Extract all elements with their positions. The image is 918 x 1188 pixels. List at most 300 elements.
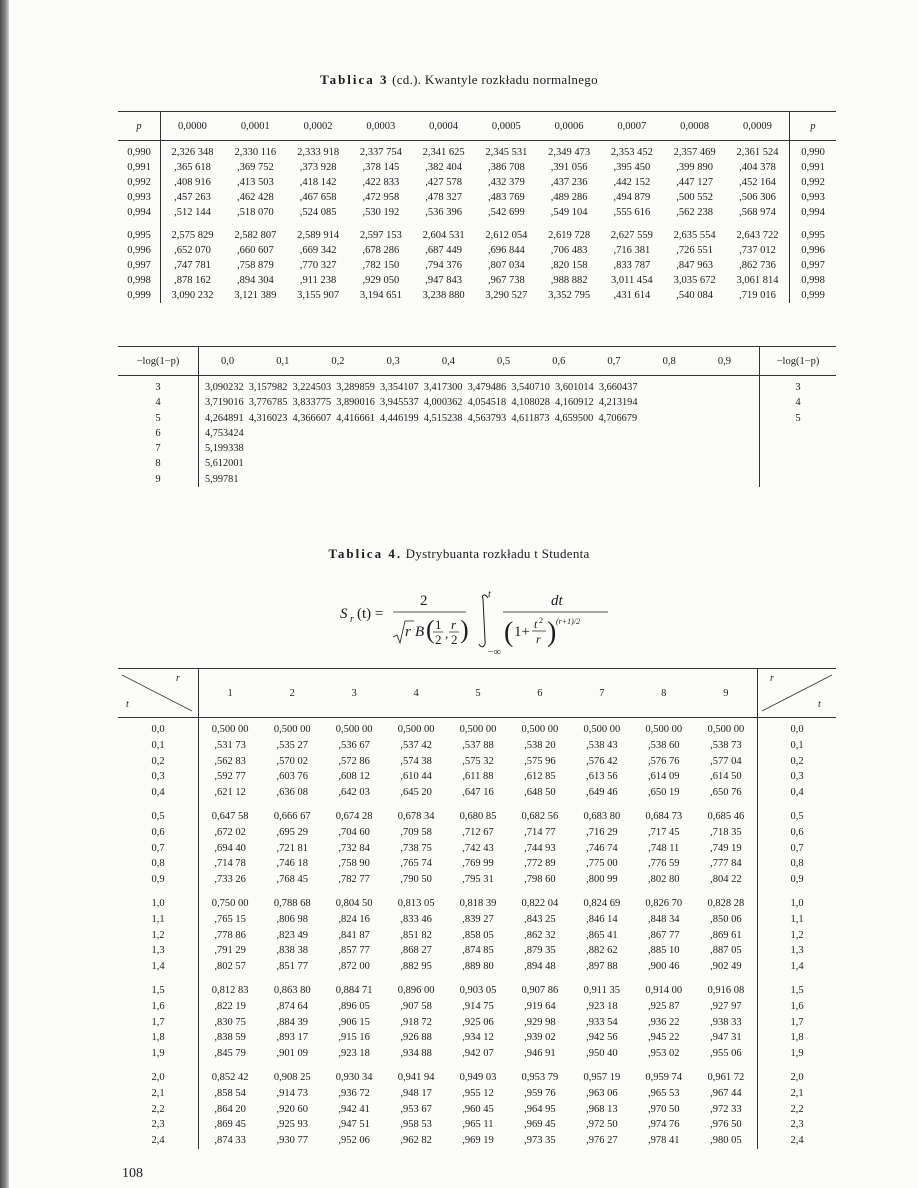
table-cell: ,843 25 <box>524 913 556 925</box>
table4-row-t-right: 2,2 <box>758 1102 837 1118</box>
table4-row-t-left: 1,1 <box>118 912 199 928</box>
table-cell: ,804 22 <box>710 874 742 886</box>
table-cell: ,845 79 <box>214 1048 246 1060</box>
formula-int-lower: −∞ <box>488 647 501 658</box>
table-cell: ,500 552 <box>676 192 713 203</box>
table-cell: ,950 40 <box>586 1048 618 1060</box>
table-cell: ,885 10 <box>648 945 680 957</box>
table-cell: ,732 84 <box>338 842 370 854</box>
table-cell: 3,035 672 <box>673 275 716 286</box>
table4-row-t-left: 2,3 <box>118 1117 199 1133</box>
table-cell: 0,911 35 <box>583 984 621 996</box>
formula-t-squared-exp: 2 <box>539 616 543 625</box>
table-cell: ,575 32 <box>462 755 494 767</box>
table-cell: ,980 05 <box>710 1135 742 1147</box>
table-cell: ,900 46 <box>648 961 680 973</box>
table-cell: 0,930 34 <box>335 1071 373 1083</box>
table4-row-t-right: 2,3 <box>758 1117 837 1133</box>
table3b-row-k-left: 3 <box>118 376 199 396</box>
table-row <box>118 441 836 456</box>
table3-row-group <box>118 220 836 303</box>
table-cell: ,972 33 <box>710 1103 742 1115</box>
table-cell: 2,627 559 <box>610 230 653 241</box>
table-cell: ,893 17 <box>276 1032 308 1044</box>
table-cell: ,538 20 <box>524 739 556 751</box>
table-cell: ,874 33 <box>214 1135 246 1147</box>
table3-row-p-right: 0,996 <box>790 243 837 258</box>
table-cell: ,942 41 <box>338 1103 370 1115</box>
table-cell: ,906 15 <box>338 1016 370 1028</box>
table-cell: ,798 60 <box>524 874 556 886</box>
table-cell: ,636 08 <box>276 787 308 799</box>
table-cell: ,896 05 <box>338 1000 370 1012</box>
table-row <box>118 258 836 273</box>
table-cell: ,531 73 <box>214 739 246 751</box>
table-cell: ,432 379 <box>487 177 525 188</box>
table-cell: 2,361 524 <box>736 147 779 158</box>
table-cell: ,577 04 <box>710 755 742 767</box>
table-cell: ,907 58 <box>400 1000 432 1012</box>
table-cell: ,823 49 <box>276 929 308 941</box>
table-cell: ,413 503 <box>236 177 274 188</box>
table-cell: ,976 50 <box>710 1119 742 1131</box>
table-cell: ,737 012 <box>739 245 776 256</box>
table-cell: 2,597 153 <box>359 230 402 241</box>
table-cell: ,603 76 <box>276 771 308 783</box>
table-cell: 0,500 00 <box>583 724 621 735</box>
corner-r-label: r <box>770 673 774 684</box>
table4-header-col: 9 <box>695 669 758 718</box>
table4-row-t-left: 0,3 <box>118 769 199 785</box>
table-cell: ,974 76 <box>648 1119 680 1131</box>
table-cell: ,538 73 <box>710 739 742 751</box>
table-row <box>118 160 836 175</box>
table3b-header-col: 0,7 <box>607 355 621 367</box>
table-cell: ,833 46 <box>400 913 432 925</box>
table-cell: ,878 162 <box>174 275 211 286</box>
table-row <box>118 769 836 785</box>
table-row <box>118 175 836 190</box>
table-cell: ,746 18 <box>276 858 308 870</box>
table-row <box>118 456 836 471</box>
table3-header-col: 0,0002 <box>287 112 350 141</box>
table-cell: ,758 879 <box>236 260 274 271</box>
table4-row-t-left: 0,9 <box>118 872 199 888</box>
table3b-row-k-right: 5 <box>760 411 837 426</box>
table-cell: 0,949 03 <box>459 1071 497 1083</box>
table-cell: ,865 41 <box>586 929 618 941</box>
table4-row-t-right: 1,1 <box>758 912 837 928</box>
table-cell: ,542 699 <box>487 207 525 218</box>
table4-row-t-right: 0,7 <box>758 841 837 857</box>
corner-t-label: t <box>818 699 821 710</box>
table-cell: ,738 75 <box>400 842 432 854</box>
table4-title <box>0 546 918 562</box>
table-cell: ,864 20 <box>214 1103 246 1115</box>
table-cell: ,833 787 <box>613 260 651 271</box>
table-cell: ,822 19 <box>214 1000 246 1012</box>
table-cell: ,790 50 <box>400 874 432 886</box>
table-cell: ,612 85 <box>524 771 556 783</box>
page-number: 108 <box>122 1166 143 1181</box>
table-cell: ,938 33 <box>710 1016 742 1028</box>
table-cell: ,704 60 <box>338 826 370 838</box>
table4-row-t-left: 1,6 <box>118 999 199 1015</box>
table3-row-p-left: 0,996 <box>118 243 161 258</box>
table-cell: ,535 27 <box>276 739 308 751</box>
table-cell: ,576 42 <box>586 755 618 767</box>
table-cell: 0,750 00 <box>211 897 249 909</box>
table4-row-group <box>118 888 836 975</box>
table4-row-t-right: 1,8 <box>758 1030 837 1046</box>
table-cell: 2,326 348 <box>171 147 214 158</box>
table-cell: 3,155 907 <box>297 290 340 301</box>
table3-row-p-left: 0,994 <box>118 205 161 220</box>
table4-row-t-right: 0,6 <box>758 825 837 841</box>
table4-row-t-left: 0,2 <box>118 754 199 770</box>
table-row <box>118 426 836 441</box>
formula-sqrt-r: r <box>405 624 411 640</box>
table-cell: 2,349 473 <box>548 147 591 158</box>
corner-diagonal <box>118 669 196 717</box>
table-cell: ,575 96 <box>524 755 556 767</box>
table-cell: ,614 09 <box>648 771 680 783</box>
table-cell: ,570 02 <box>276 755 308 767</box>
table3-row-p-left: 0,993 <box>118 190 161 205</box>
table-cell: ,947 31 <box>710 1032 742 1044</box>
table-cell: 0,500 00 <box>335 724 373 735</box>
table3-row-p-left: 0,999 <box>118 288 161 303</box>
formula-sqrt-sign <box>393 621 414 643</box>
table3-row-p-right: 0,997 <box>790 258 837 273</box>
table-cell: 2,345 531 <box>485 147 528 158</box>
table3-header-p-right: p <box>790 112 837 141</box>
table-cell: ,549 104 <box>550 207 588 218</box>
table-cell: ,422 833 <box>362 177 400 188</box>
table-cell: ,386 708 <box>487 162 525 173</box>
formula-lhs: S <box>340 606 348 622</box>
table-row <box>118 928 836 944</box>
table3b-header-col: 0,0 <box>221 355 235 367</box>
table-cell: ,973 35 <box>524 1135 556 1147</box>
table-cell: ,614 50 <box>710 771 742 783</box>
table-cell: ,862 32 <box>524 929 556 941</box>
table-cell: ,536 67 <box>338 739 370 751</box>
table-cell: 0,682 56 <box>521 810 559 822</box>
table-cell: ,925 87 <box>648 1000 680 1012</box>
table4-row-t-right: 1,6 <box>758 999 837 1015</box>
table-row <box>118 856 836 872</box>
table-cell: ,967 738 <box>487 275 525 286</box>
table3-header-col: 0,0009 <box>726 112 790 141</box>
formula-dt: dt <box>551 593 563 609</box>
table-row <box>118 190 836 205</box>
table-row <box>118 888 836 912</box>
formula-paren-right: ) <box>460 615 469 644</box>
formula-rhalf-num: r <box>451 617 457 632</box>
table-cell: 0,903 05 <box>459 984 497 996</box>
table3-row-group <box>118 141 836 221</box>
table-cell: ,959 76 <box>524 1087 556 1099</box>
table-cell: ,858 05 <box>462 929 494 941</box>
table4-row-t-right: 0,1 <box>758 738 837 754</box>
table-row <box>118 999 836 1015</box>
table-cell: 2,330 116 <box>234 147 277 158</box>
table-cell: ,802 57 <box>214 961 246 973</box>
table-cell: ,365 618 <box>174 162 211 173</box>
table-cell: ,709 58 <box>400 826 432 838</box>
table-cell: ,649 46 <box>586 787 618 799</box>
table-cell: ,960 45 <box>462 1103 494 1115</box>
table3-header-col: 0,0003 <box>349 112 412 141</box>
table4-header-col: 6 <box>509 669 571 718</box>
table-cell: ,939 02 <box>524 1032 556 1044</box>
table3b-row-k-left: 5 <box>118 411 199 426</box>
table-cell: 0,685 46 <box>707 810 745 822</box>
table-cell: ,610 44 <box>400 771 432 783</box>
table-cell: ,537 88 <box>462 739 494 751</box>
table-cell: ,555 616 <box>613 207 651 218</box>
table-cell: ,714 78 <box>214 858 246 870</box>
table-cell: ,846 14 <box>586 913 618 925</box>
table-cell: ,530 192 <box>362 207 400 218</box>
table-row <box>118 975 836 999</box>
table-cell: ,716 29 <box>586 826 618 838</box>
table-cell: ,694 40 <box>214 842 246 854</box>
table4-row-t-left: 2,0 <box>118 1062 199 1086</box>
table-cell: ,645 20 <box>400 787 432 799</box>
table-cell: 0,907 86 <box>521 984 559 996</box>
table-cell: ,830 75 <box>214 1016 246 1028</box>
table-cell: ,847 963 <box>676 260 713 271</box>
table-cell: 0,680 85 <box>459 810 497 822</box>
table-cell: ,611 88 <box>462 771 494 783</box>
table-cell: 3,290 527 <box>485 290 528 301</box>
table-cell: ,660 607 <box>236 245 274 256</box>
table-cell: ,923 18 <box>338 1048 370 1060</box>
table4-row-t-left: 1,3 <box>118 943 199 959</box>
table-cell: ,669 342 <box>299 245 337 256</box>
table-cell: ,902 49 <box>710 961 742 973</box>
table-cell: ,772 89 <box>524 858 556 870</box>
formula-half-num: 1 <box>435 617 442 632</box>
table-cell: ,872 00 <box>338 961 370 973</box>
table3b-row-k-right <box>760 456 837 471</box>
table-cell: ,395 450 <box>613 162 651 173</box>
table-cell: ,968 13 <box>586 1103 618 1115</box>
table-cell: ,925 06 <box>462 1016 494 1028</box>
table3-title-lead: Tablica 3 <box>320 72 389 87</box>
table-cell: ,934 12 <box>462 1032 494 1044</box>
formula-base-paren-left: ( <box>504 617 514 648</box>
table-cell: 0,941 94 <box>397 1071 435 1083</box>
table3-row-p-left: 0,991 <box>118 160 161 175</box>
table-cell: ,672 02 <box>214 826 246 838</box>
table-cell: ,744 93 <box>524 842 556 854</box>
table-row <box>118 1046 836 1062</box>
table-cell: ,404 378 <box>739 162 776 173</box>
table-cell: 0,852 42 <box>211 1071 249 1083</box>
table-cell: ,867 77 <box>648 929 680 941</box>
table3b-header-col: 0,9 <box>717 355 731 367</box>
table-cell: ,712 67 <box>462 826 494 838</box>
table3-row-p-right: 0,998 <box>790 273 837 288</box>
table-cell: 0,884 71 <box>335 984 373 996</box>
table-cell: ,969 19 <box>462 1135 494 1147</box>
table-cell: 3,352 795 <box>548 290 591 301</box>
table-cell: ,848 34 <box>648 913 680 925</box>
table-cell: ,894 304 <box>236 275 274 286</box>
table4-header-corner-right <box>758 669 837 718</box>
table3b-row-values: 3,719016 3,776785 3,833775 3,890016 3,945537 4,000362 4,054518 4,108028 4,160912 4,213194 <box>205 397 638 409</box>
table3b-row-k-right: 4 <box>760 395 837 410</box>
table-cell: 3,011 454 <box>611 275 653 286</box>
table3-row-p-left: 0,992 <box>118 175 161 190</box>
table3-row-p-right: 0,991 <box>790 160 837 175</box>
table-cell: ,919 64 <box>524 1000 556 1012</box>
table4-row-t-right: 2,4 <box>758 1133 837 1149</box>
table-cell: ,721 81 <box>276 842 308 854</box>
table-cell: ,869 61 <box>710 929 742 941</box>
table4-row-t-left: 0,5 <box>118 801 199 825</box>
table-row <box>118 825 836 841</box>
table-cell: ,955 12 <box>462 1087 494 1099</box>
table-cell: ,920 60 <box>276 1103 308 1115</box>
table-cell: ,678 286 <box>362 245 400 256</box>
table4-row-t-left: 2,4 <box>118 1133 199 1149</box>
table-cell: 0,822 04 <box>521 897 559 909</box>
table-cell: ,777 84 <box>710 858 742 870</box>
table4-row-t-left: 1,5 <box>118 975 199 999</box>
table-cell: ,650 76 <box>710 787 742 799</box>
table4-row-group <box>118 718 836 801</box>
formula-lhs-arg: (t) = <box>357 606 384 622</box>
table-row <box>118 1030 836 1046</box>
table-row <box>118 472 836 487</box>
table-cell: ,562 238 <box>676 207 713 218</box>
table-cell: ,978 41 <box>648 1135 680 1147</box>
table4-header-col: 4 <box>385 669 447 718</box>
table-cell: ,942 56 <box>586 1032 618 1044</box>
table-cell: 2,619 728 <box>548 230 591 241</box>
table-row <box>118 1102 836 1118</box>
table-cell: ,538 43 <box>586 739 618 751</box>
table-cell: ,947 51 <box>338 1119 370 1131</box>
table4-row-t-right: 1,2 <box>758 928 837 944</box>
table-cell: ,936 22 <box>648 1016 680 1028</box>
table-cell: ,884 39 <box>276 1016 308 1028</box>
table3-header-col: 0,0000 <box>161 112 224 141</box>
table4-row-group <box>118 801 836 888</box>
table4-row-t-left: 1,7 <box>118 1015 199 1031</box>
table-cell: ,442 152 <box>613 177 651 188</box>
table3b-row-k-left: 8 <box>118 456 199 471</box>
formula-half-den: 2 <box>435 632 442 647</box>
table-cell: ,775 00 <box>586 858 618 870</box>
table-cell: ,391 056 <box>550 162 588 173</box>
table-cell: ,647 16 <box>462 787 494 799</box>
table-cell: ,948 17 <box>400 1087 432 1099</box>
table-cell: 0,500 00 <box>397 724 435 735</box>
table-cell: ,824 16 <box>338 913 370 925</box>
table-cell: 0,500 00 <box>645 724 683 735</box>
table-cell: ,820 158 <box>550 260 588 271</box>
table4-header-col: 5 <box>447 669 509 718</box>
table-cell: ,901 09 <box>276 1048 308 1060</box>
table-row <box>118 376 836 396</box>
table-cell: 2,357 469 <box>673 147 716 158</box>
table-cell: ,800 99 <box>586 874 618 886</box>
table-cell: ,512 144 <box>174 207 211 218</box>
table-cell: ,770 327 <box>299 260 337 271</box>
table-cell: 0,500 00 <box>459 724 497 735</box>
table-cell: ,851 82 <box>400 929 432 941</box>
table-cell: ,776 59 <box>648 858 680 870</box>
table-cell: 0,914 00 <box>645 984 683 996</box>
table-cell: ,934 88 <box>400 1048 432 1060</box>
formula-one-plus: 1+ <box>514 624 530 640</box>
table-cell: ,576 76 <box>648 755 680 767</box>
table3-header-col: 0,0008 <box>663 112 726 141</box>
table-cell: 0,500 00 <box>707 724 745 735</box>
table-cell: ,716 381 <box>613 245 651 256</box>
table3b-header-col: 0,6 <box>552 355 566 367</box>
table-cell: ,382 404 <box>425 162 462 173</box>
table-cell: ,562 83 <box>214 755 246 767</box>
table3b-row-k-right <box>760 426 837 441</box>
table-cell: ,378 145 <box>362 162 400 173</box>
table-cell: ,742 43 <box>462 842 494 854</box>
table-row <box>118 959 836 975</box>
table-cell: ,945 22 <box>648 1032 680 1044</box>
table-cell: ,794 376 <box>425 260 462 271</box>
table-cell: ,608 12 <box>338 771 370 783</box>
table-cell: ,952 06 <box>338 1135 370 1147</box>
table4-row-group <box>118 1062 836 1149</box>
table3b-row-k-left: 7 <box>118 441 199 456</box>
table3-row-p-right: 0,999 <box>790 288 837 303</box>
table-cell: ,733 26 <box>214 874 246 886</box>
table-cell: ,915 16 <box>338 1032 370 1044</box>
table3b-row-k-left: 4 <box>118 395 199 410</box>
table4-row-t-right: 0,3 <box>758 769 837 785</box>
table-cell: ,769 99 <box>462 858 494 870</box>
table-cell: ,946 91 <box>524 1048 556 1060</box>
table4-header-col: 3 <box>323 669 385 718</box>
table-cell: ,717 45 <box>648 826 680 838</box>
table4-row-t-left: 0,7 <box>118 841 199 857</box>
table-cell: ,373 928 <box>299 162 337 173</box>
table4-student-t-cdf <box>118 668 836 1149</box>
table-row <box>118 243 836 258</box>
table-cell: 0,908 25 <box>273 1071 311 1083</box>
table-cell: ,970 50 <box>648 1103 680 1115</box>
table-cell: 2,635 554 <box>673 230 716 241</box>
table-cell: ,758 90 <box>338 858 370 870</box>
table4-row-t-right: 0,5 <box>758 801 837 825</box>
table-cell: 2,333 918 <box>297 147 340 158</box>
table4-row-t-right: 0,9 <box>758 872 837 888</box>
table4-row-t-right: 2,0 <box>758 1062 837 1086</box>
table3-log-quantiles <box>118 346 836 487</box>
table-cell: ,838 38 <box>276 945 308 957</box>
formula-integral-sign <box>479 595 488 647</box>
formula-beta-B: B <box>415 624 425 640</box>
table3-row-p-left: 0,990 <box>118 141 161 161</box>
table-cell: 0,863 80 <box>273 984 311 996</box>
table4-row-t-right: 0,0 <box>758 718 837 738</box>
table-row <box>118 1062 836 1086</box>
